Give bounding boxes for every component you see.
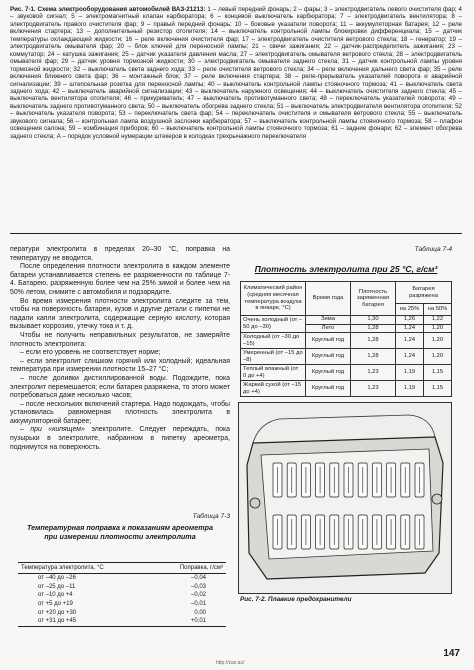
table-7-3-title: Температурная поправка к показаниям ареометра при измерении плотности электролита: [26, 523, 214, 541]
table-cell: –0,03: [190, 583, 206, 590]
table-7-4: [240, 281, 452, 397]
list-item: – после нескольких включений стартера. Надо подождать, чтобы установилась равномерная плотность электролита в аккумуляторной батарее;: [10, 400, 230, 425]
table-cell: 1,20: [423, 333, 451, 349]
table-cell: 1,23: [351, 365, 396, 381]
list-item: – после доливки дистиллированной воды. Подождите, пока электролит перемешается; если батарея разряжена, то этого может потребоваться даже несколько часов;: [10, 374, 230, 400]
page-number: 147: [443, 648, 460, 659]
list-item: [10, 426, 230, 452]
table-cell: 1,26: [396, 316, 424, 325]
table-7-3-label: Таблица 7-3: [192, 513, 230, 520]
body-text-column: [10, 246, 230, 452]
paragraph: После определения плотности электролита в каждом элементе батареи устанавливается степень ее разряженности по таблице 7-4. Батарею, разряженную более чем на 25% зимой и более чем на 50% летом, снимите с автомобиля и подзарядите.: [10, 263, 230, 296]
table-cell: 1,20: [423, 324, 451, 333]
table-row: [18, 574, 226, 583]
table-cell: от +5 до +19: [38, 601, 73, 608]
list-item: – если его уровень не соответствует норме;: [20, 349, 161, 357]
table-row: [18, 608, 226, 617]
source-url: http://zax.ac/: [216, 660, 245, 666]
table-header: Батарея разряжена: [396, 282, 452, 304]
table-header: на 25%: [396, 304, 424, 316]
list-item-lead: – при «кипящем»: [20, 426, 85, 434]
table-header: Климатический район (средняя месячная температура воздуха в январе, °С): [241, 282, 306, 316]
table-cell: Круглый год: [306, 333, 351, 349]
table-row: [241, 333, 452, 349]
figure-legend-text: 1 – левый передний фонарь; 2 – фары; 3 – электродвигатель левого очистителя фар; 4 – звуковой сигнал; 5 – электромагнитный клапан карбюратора; 6 – концевой выключатель карбюратора; 7 – электродвигатель вентилятора; 8 – электродвигатель правого очистителя фар; 9 – правый передний фонарь; 10 – боковые указатели поворота; 11 – аккумуляторная батарея; 12 – реле включения стартера; 13 – дополнительный резистор отопителя; 14 – выключатель контрольной лампы блокировки дифференциала; 15 – датчик температуры охлаждающей жидкости; 16 – реле включения очистителя фар; 17 – электродвигатель очистителя ветрового стекла; 18 – генератор; 19 – электродвигатель омывателя фар; 20 – блок ключей для переносной лампы; 21 – свечи зажигания; 22 – датчик-распределитель зажигания; 23 – коммутатор; 24 – катушка зажигания; 25 – датчик указателя давления масла; 27 – электродвигатель омывателя ветрового стекла; 28 – электродвигатель омывателя фар; 29 – датчик уровня тормозной жидкости; 30 – электродвигатель омывателя заднего стекла; 31 – датчик контрольной лампы уровня тормозной жидкости; 32 – выключатель света заднего хода; 33 – реле очистителя ветрового стекла; 34 – реле включения дальнего света фар; 35 – реле включения ближнего света фар; 36 – монтажный блок; 37 – реле включения стартера; 38 – реле-прерыватель указателей поворота и аварийной сигнализации; 39 – штепсельная розетка для переносной лампы; 40 – выключатель контрольной лампы стояночного тормоза; 41 – выключатель света заднего хода; 42 – выключатель аварийной сигнализации; 43 – выключатель наружного освещения; 44 – выключатель очистителя заднего стекла; 45 – выключатель вентилятора отопителя; 46 – прикуриватель; 47 – выключатель противотуманного света; 48 – переключатель указателей поворота; 49 – выключатель заднего противотуманного света; 50 – выключатель обогрева заднего стекла; 51 – выключатель электродвигателя вентилятора отопителя; 52 – выключатель указателя поворота; 53 – переключатель света фар; 54 – переключатель очистителя и омывателя ветрового стекла; 55 – выключатель звукового сигнала; 56 – контрольная лампа воздушной заслонки карбюратора; 57 – выключатель контрольной лампы стояночного тормоза; 58 – плафон освещения салона; 59 – комбинация приборов; 60 – выключатель контрольной лампы стояночного тормоза; 61 – задние фонари; 62 – элемент обогрева заднего стекла; А – порядок условной нумерации штекеров в колодках трехрычажного переключателя: [10, 6, 462, 140]
figure-7-2-caption: Рис. 7-2. Плавкие предохранители: [240, 596, 352, 603]
table-cell: 1,28: [351, 324, 396, 333]
table-cell: 1,23: [351, 381, 396, 397]
table-cell: от –25 до –11: [38, 583, 76, 590]
table-cell: 1,15: [423, 381, 451, 397]
table-cell: 1,22: [423, 316, 451, 325]
paragraph: Во время измерения плотности электролита следите за тем, чтобы на поверхность батареи, кузов и другие детали с пипетки не падали капли электролита, содержащие серную кислоту, которая вызывает коррозию, утечку тока и т. д.: [10, 297, 230, 331]
table-cell: от +31 до +45: [38, 618, 77, 625]
table-cell: 1,24: [396, 333, 424, 349]
fuse-block-illustration: [239, 403, 451, 593]
table-header: Плотность заряженная батарея: [351, 282, 396, 316]
table-cell: 1,19: [396, 381, 424, 397]
table-7-4-title: Плотность электролита при 25 °С, г/см³: [254, 264, 438, 274]
table-cell: 1,28: [351, 349, 396, 365]
table-cell: от –40 до –26: [38, 575, 76, 582]
table-row: [18, 600, 226, 609]
figure-7-1-caption: [10, 6, 462, 140]
table-cell: от –10 до +4: [38, 592, 73, 599]
table-header: Температура электролита, °С: [21, 565, 104, 571]
table-cell: Холодный (от –30 до –15): [241, 333, 306, 349]
table-cell: Теплый влажный (от 0 до +4): [241, 365, 306, 381]
table-cell: 1,20: [423, 349, 451, 365]
table-row: [18, 591, 226, 600]
table-cell: +0,01: [190, 618, 206, 625]
table-cell: Круглый год: [306, 381, 351, 397]
table-row: [241, 316, 452, 325]
table-cell: Круглый год: [306, 349, 351, 365]
table-7-3: [18, 562, 226, 627]
table-cell: Очень холодный (от –50 до –30): [241, 316, 306, 333]
table-row: [241, 365, 452, 381]
table-cell: –0,04: [190, 575, 206, 582]
table-cell: 1,15: [423, 365, 451, 381]
table-cell: 1,19: [396, 365, 424, 381]
table-header: на 50%: [423, 304, 451, 316]
table-header: Время года: [306, 282, 351, 316]
table-cell: 1,28: [351, 333, 396, 349]
table-cell: Жаркий сухой (от –15 до +4): [241, 381, 306, 397]
table-cell: 0,00: [194, 609, 206, 616]
table-row: [18, 617, 226, 626]
table-header: Поправка, г/см³: [179, 565, 223, 571]
table-cell: Круглый год: [306, 365, 351, 381]
list-item: – если электролит слишком горячий или холодный; идеальная температура при измерении плотности 15–27 °С;: [10, 357, 230, 374]
table-row: [241, 381, 452, 397]
paragraph: ператури электролита в пределах 20–30 °С, поправка на температуру не вводится.: [10, 246, 230, 262]
section-divider: [10, 233, 462, 234]
figure-label: Рис. 7-1.: [10, 6, 36, 13]
table-cell: –0,01: [190, 601, 206, 608]
table-cell: 1,24: [396, 324, 424, 333]
table-cell: Умеренный (от –15 до –8): [241, 349, 306, 365]
fuse-block-photo: [238, 402, 452, 594]
table-cell: Лето: [306, 324, 351, 333]
list-item-text: электролите. Следует переждать, пока пузырьки в электролите, набранном в пипетку ареометра, поднимутся на поверхность.: [10, 426, 230, 451]
table-cell: Зима: [306, 316, 351, 325]
table-row: [241, 349, 452, 365]
table-cell: 1,30: [351, 316, 396, 325]
table-cell: –0,02: [190, 592, 206, 599]
figure-title: Схема электрооборудования автомобилей ВАЗ-21213:: [37, 6, 206, 13]
table-cell: 1,24: [396, 349, 424, 365]
table-row: [18, 583, 226, 592]
table-cell: от +20 до +30: [38, 609, 77, 616]
paragraph: Чтобы не получить неправильных результатов, не замеряйте плотность электролита:: [10, 331, 230, 348]
table-7-4-label: Таблица 7-4: [414, 246, 452, 253]
